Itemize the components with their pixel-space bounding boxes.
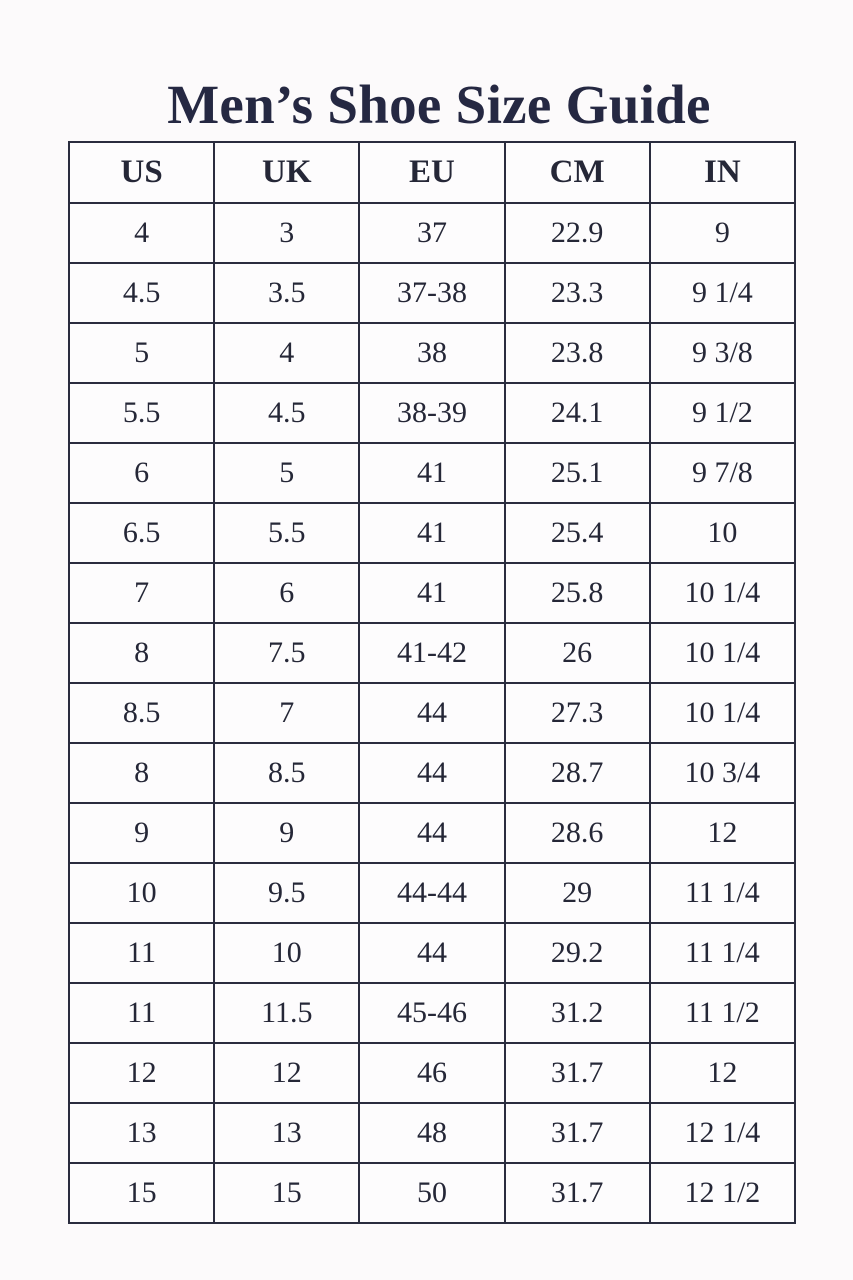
cell-eu: 45-46 bbox=[359, 983, 504, 1043]
cell-us: 10 bbox=[69, 863, 214, 923]
cell-uk: 9.5 bbox=[214, 863, 359, 923]
cell-eu: 48 bbox=[359, 1103, 504, 1163]
cell-cm: 23.8 bbox=[505, 323, 650, 383]
header-row bbox=[69, 142, 795, 203]
table-header bbox=[69, 142, 795, 203]
cell-in: 9 7/8 bbox=[650, 443, 795, 503]
cell-cm: 31.7 bbox=[505, 1043, 650, 1103]
cell-cm: 22.9 bbox=[505, 203, 650, 263]
table-row bbox=[69, 323, 795, 383]
cell-uk: 8.5 bbox=[214, 743, 359, 803]
table-row bbox=[69, 503, 795, 563]
cell-in: 10 1/4 bbox=[650, 563, 795, 623]
cell-in: 9 1/4 bbox=[650, 263, 795, 323]
table-row bbox=[69, 1103, 795, 1163]
cell-eu: 44 bbox=[359, 923, 504, 983]
cell-uk: 3.5 bbox=[214, 263, 359, 323]
cell-eu: 44 bbox=[359, 743, 504, 803]
cell-us: 15 bbox=[69, 1163, 214, 1223]
cell-us: 11 bbox=[69, 983, 214, 1043]
table-row bbox=[69, 923, 795, 983]
cell-cm: 27.3 bbox=[505, 683, 650, 743]
cell-cm: 29.2 bbox=[505, 923, 650, 983]
page-title: Men’s Shoe Size Guide bbox=[167, 73, 711, 135]
cell-in: 12 1/2 bbox=[650, 1163, 795, 1223]
cell-us: 7 bbox=[69, 563, 214, 623]
cell-eu: 41-42 bbox=[359, 623, 504, 683]
cell-us: 4 bbox=[69, 203, 214, 263]
cell-cm: 28.6 bbox=[505, 803, 650, 863]
cell-in: 11 1/2 bbox=[650, 983, 795, 1043]
cell-cm: 23.3 bbox=[505, 263, 650, 323]
cell-uk: 6 bbox=[214, 563, 359, 623]
cell-eu: 38 bbox=[359, 323, 504, 383]
cell-us: 5 bbox=[69, 323, 214, 383]
cell-cm: 29 bbox=[505, 863, 650, 923]
cell-uk: 7.5 bbox=[214, 623, 359, 683]
cell-in: 9 1/2 bbox=[650, 383, 795, 443]
cell-uk: 12 bbox=[214, 1043, 359, 1103]
cell-us: 9 bbox=[69, 803, 214, 863]
cell-us: 5.5 bbox=[69, 383, 214, 443]
cell-cm: 25.4 bbox=[505, 503, 650, 563]
cell-cm: 31.7 bbox=[505, 1163, 650, 1223]
cell-us: 6.5 bbox=[69, 503, 214, 563]
cell-uk: 10 bbox=[214, 923, 359, 983]
cell-in: 12 bbox=[650, 803, 795, 863]
column-header-cm: CM bbox=[505, 142, 650, 203]
column-header-us: US bbox=[69, 142, 214, 203]
cell-uk: 4 bbox=[214, 323, 359, 383]
cell-eu: 41 bbox=[359, 563, 504, 623]
cell-eu: 37 bbox=[359, 203, 504, 263]
column-header-uk: UK bbox=[214, 142, 359, 203]
cell-in: 12 1/4 bbox=[650, 1103, 795, 1163]
table-body bbox=[69, 203, 795, 1223]
size-chart-table bbox=[68, 141, 796, 1224]
cell-uk: 3 bbox=[214, 203, 359, 263]
cell-us: 11 bbox=[69, 923, 214, 983]
cell-uk: 9 bbox=[214, 803, 359, 863]
cell-eu: 44-44 bbox=[359, 863, 504, 923]
table-row bbox=[69, 683, 795, 743]
cell-eu: 44 bbox=[359, 803, 504, 863]
cell-eu: 46 bbox=[359, 1043, 504, 1103]
cell-in: 10 1/4 bbox=[650, 623, 795, 683]
cell-in: 11 1/4 bbox=[650, 863, 795, 923]
cell-eu: 50 bbox=[359, 1163, 504, 1223]
table-row bbox=[69, 263, 795, 323]
column-header-in: IN bbox=[650, 142, 795, 203]
cell-uk: 5 bbox=[214, 443, 359, 503]
table-row bbox=[69, 863, 795, 923]
cell-in: 9 3/8 bbox=[650, 323, 795, 383]
table-row bbox=[69, 803, 795, 863]
cell-us: 12 bbox=[69, 1043, 214, 1103]
cell-us: 8 bbox=[69, 623, 214, 683]
cell-eu: 41 bbox=[359, 443, 504, 503]
cell-cm: 24.1 bbox=[505, 383, 650, 443]
cell-uk: 15 bbox=[214, 1163, 359, 1223]
cell-cm: 26 bbox=[505, 623, 650, 683]
cell-in: 10 1/4 bbox=[650, 683, 795, 743]
table-row bbox=[69, 623, 795, 683]
cell-uk: 5.5 bbox=[214, 503, 359, 563]
cell-in: 10 3/4 bbox=[650, 743, 795, 803]
cell-in: 11 1/4 bbox=[650, 923, 795, 983]
cell-us: 13 bbox=[69, 1103, 214, 1163]
cell-in: 12 bbox=[650, 1043, 795, 1103]
cell-us: 6 bbox=[69, 443, 214, 503]
cell-us: 8.5 bbox=[69, 683, 214, 743]
table-row bbox=[69, 443, 795, 503]
cell-cm: 25.8 bbox=[505, 563, 650, 623]
cell-uk: 11.5 bbox=[214, 983, 359, 1043]
cell-eu: 38-39 bbox=[359, 383, 504, 443]
cell-in: 9 bbox=[650, 203, 795, 263]
cell-uk: 13 bbox=[214, 1103, 359, 1163]
cell-uk: 7 bbox=[214, 683, 359, 743]
cell-eu: 41 bbox=[359, 503, 504, 563]
cell-eu: 37-38 bbox=[359, 263, 504, 323]
column-header-eu: EU bbox=[359, 142, 504, 203]
table-row bbox=[69, 203, 795, 263]
cell-us: 4.5 bbox=[69, 263, 214, 323]
table-row bbox=[69, 983, 795, 1043]
table-row bbox=[69, 563, 795, 623]
cell-uk: 4.5 bbox=[214, 383, 359, 443]
cell-cm: 31.2 bbox=[505, 983, 650, 1043]
table-row bbox=[69, 1043, 795, 1103]
table-row bbox=[69, 383, 795, 443]
table-row bbox=[69, 1163, 795, 1223]
cell-eu: 44 bbox=[359, 683, 504, 743]
cell-us: 8 bbox=[69, 743, 214, 803]
cell-cm: 28.7 bbox=[505, 743, 650, 803]
cell-in: 10 bbox=[650, 503, 795, 563]
cell-cm: 25.1 bbox=[505, 443, 650, 503]
cell-cm: 31.7 bbox=[505, 1103, 650, 1163]
table-row bbox=[69, 743, 795, 803]
